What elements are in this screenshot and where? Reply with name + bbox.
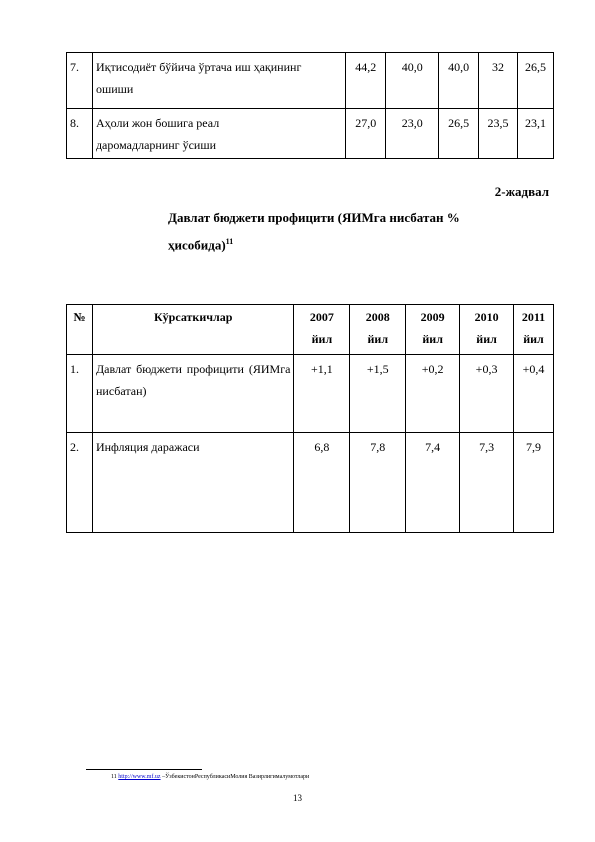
header-year bbox=[350, 305, 406, 355]
value-cell: 23,0 bbox=[386, 109, 439, 159]
title-text: ҳисобида) bbox=[168, 237, 226, 253]
footnote bbox=[111, 774, 309, 780]
indicator-cell bbox=[92, 53, 345, 109]
indicator-text: даромадларнинг ўсиши bbox=[95, 138, 217, 152]
header-year bbox=[294, 305, 350, 355]
header-year bbox=[406, 305, 460, 355]
footnote-text: –ЎзбекистонРеспубликасиМолия Вазирлигималумотлари bbox=[160, 774, 310, 780]
year-unit: йил bbox=[367, 332, 389, 346]
value-cell: 7,4 bbox=[406, 433, 460, 533]
value-cell: +1,1 bbox=[294, 355, 350, 433]
value-cell: 40,0 bbox=[439, 53, 479, 109]
table-header-row bbox=[67, 305, 554, 355]
indicator-text: Аҳоли жон бошига реал bbox=[95, 116, 220, 130]
indicator-cell: Инфляция даражаси bbox=[92, 433, 293, 533]
page-number: 13 bbox=[293, 793, 302, 803]
table-title bbox=[168, 206, 508, 257]
row-index: 1. bbox=[67, 355, 93, 433]
header-indicators: Кўрсаткичлар bbox=[92, 305, 293, 355]
indicator-text: Иқтисодиёт бўйича ўртача иш ҳақининг bbox=[95, 60, 302, 74]
indicator-cell: Давлат бюджети профицити (ЯИМга нисбатан) bbox=[92, 355, 293, 433]
value-cell: +1,5 bbox=[350, 355, 406, 433]
title-line bbox=[168, 230, 508, 257]
year-label: 2011 bbox=[521, 310, 546, 324]
title-line: Давлат бюджети профицити (ЯИМга нисбатан % bbox=[168, 210, 460, 225]
table-row bbox=[67, 109, 554, 159]
table-label: 2-жадвал bbox=[494, 184, 549, 199]
value-cell: +0,2 bbox=[406, 355, 460, 433]
top-table bbox=[66, 52, 554, 159]
value-cell: 26,5 bbox=[439, 109, 479, 159]
value-cell: 23,1 bbox=[517, 109, 553, 159]
value-cell: 7,8 bbox=[350, 433, 406, 533]
footnote-link[interactable]: http://www.mf.uz bbox=[118, 774, 161, 780]
value-cell: 26,5 bbox=[517, 53, 553, 109]
year-unit: йил bbox=[311, 332, 333, 346]
value-cell: 23,5 bbox=[479, 109, 518, 159]
value-cell: 7,9 bbox=[514, 433, 554, 533]
table-row bbox=[67, 433, 554, 533]
main-table bbox=[66, 304, 554, 533]
value-cell: 27,0 bbox=[346, 109, 386, 159]
year-label: 2008 bbox=[365, 310, 390, 324]
row-index: 8. bbox=[67, 109, 93, 159]
year-label: 2009 bbox=[420, 310, 445, 324]
header-year bbox=[460, 305, 514, 355]
value-cell: 40,0 bbox=[386, 53, 439, 109]
table-row bbox=[67, 53, 554, 109]
row-index: 7. bbox=[67, 53, 93, 109]
year-unit: йил bbox=[476, 332, 497, 346]
row-index: 2. bbox=[67, 433, 93, 533]
table-row bbox=[67, 355, 554, 433]
year-unit: йил bbox=[422, 332, 443, 346]
footnote-number: 11 bbox=[111, 774, 117, 780]
footnote-ref: 11 bbox=[225, 237, 234, 246]
value-cell: 44,2 bbox=[346, 53, 386, 109]
indicator-text: ошиши bbox=[95, 82, 134, 96]
header-year bbox=[514, 305, 554, 355]
value-cell: 32 bbox=[479, 53, 518, 109]
value-cell: 7,3 bbox=[460, 433, 514, 533]
value-cell: +0,3 bbox=[460, 355, 514, 433]
year-label: 2010 bbox=[474, 310, 499, 324]
year-label: 2007 bbox=[309, 310, 334, 324]
value-cell: 6,8 bbox=[294, 433, 350, 533]
indicator-cell bbox=[92, 109, 345, 159]
footnote-separator bbox=[86, 769, 202, 770]
year-unit: йил bbox=[523, 332, 544, 346]
value-cell: +0,4 bbox=[514, 355, 554, 433]
header-number: № bbox=[67, 305, 93, 355]
